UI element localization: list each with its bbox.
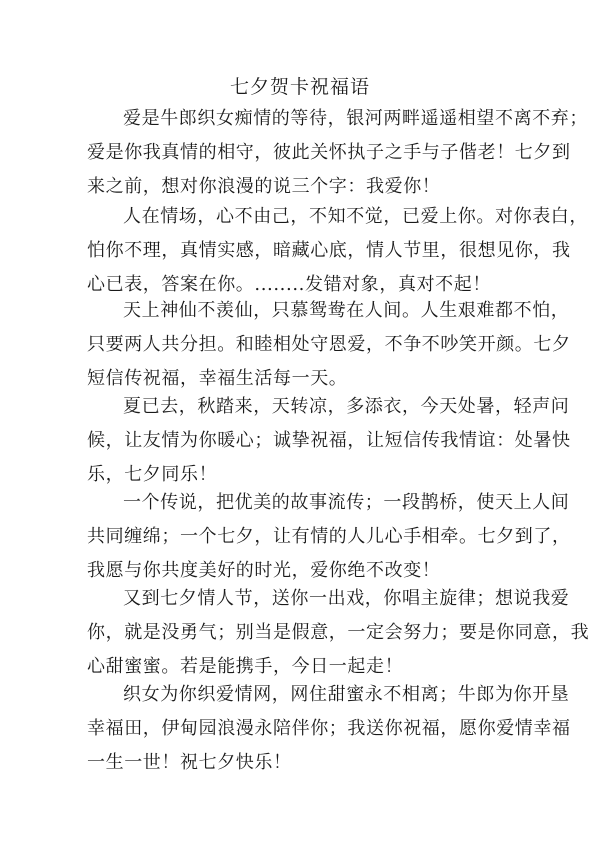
paragraph-line: 幸福田，伊甸园浪漫永陪伴你；我送你祝福，愿你爱情幸福 (87, 718, 571, 739)
paragraph-line: 爱是牛郎织女痴情的等待，银河两畔遥遥相望不离不弃； (123, 108, 588, 129)
paragraph-7 (87, 678, 571, 780)
paragraph-line: 乐，七夕同乐！ (87, 464, 218, 485)
paragraph-line: 共同缠绵；一个七夕，让有情的人儿心手相牵。七夕到了， (87, 526, 571, 547)
paragraph-line: 候，让友情为你暖心；诚挚祝福，让短信传我情谊：处暑快 (87, 430, 571, 451)
paragraph-line: 我愿与你共度美好的时光，爱你绝不改变！ (87, 560, 441, 581)
paragraph-line: 又到七夕情人节，送你一出戏，你唱主旋律；想说我爱 (123, 588, 570, 609)
paragraph-5 (87, 486, 571, 588)
paragraph-line: 爱是你我真情的相守，彼此关怀执子之手与子偕老！七夕到 (87, 142, 571, 163)
document-title: 七夕贺卡祝福语 (229, 76, 370, 98)
paragraph-line: 只要两人共分担。和睦相处守恩爱，不争不吵笑开颜。七夕 (87, 334, 571, 355)
paragraph-line: 来之前，想对你浪漫的说三个字：我爱你！ (87, 176, 441, 197)
paragraph-1 (87, 102, 588, 204)
paragraph-3 (87, 294, 571, 396)
paragraph-line: 夏已去，秋踏来，天转凉，多添衣，今天处暑，轻声问 (123, 396, 570, 417)
paragraph-line: 怕你不理，真情实感，暗藏心底，情人节里，很想见你，我 (87, 240, 571, 261)
paragraph-line: 人在情场，心不由己，不知不觉，已爱上你。对你表白， (123, 206, 588, 227)
paragraph-line: 织女为你织爱情网，网住甜蜜永不相离；牛郎为你开垦 (123, 684, 570, 705)
paragraph-line: 你，就是没勇气；别当是假意，一定会努力；要是你同意，我 (87, 622, 590, 643)
paragraph-line: 一个传说，把优美的故事流传；一段鹊桥，使天上人间 (123, 492, 570, 513)
paragraph-6 (87, 582, 590, 684)
paragraph-2 (87, 200, 588, 302)
paragraph-line: 一生一世！祝七夕快乐！ (87, 752, 292, 773)
paragraph-line: 短信传祝福，幸福生活每一天。 (87, 368, 348, 389)
paragraph-line: 心甜蜜蜜。若是能携手，今日一起走！ (87, 656, 404, 677)
paragraph-line: 天上神仙不羡仙，只慕鸳鸯在人间。人生艰难都不怕， (123, 300, 570, 321)
paragraph-4 (87, 390, 571, 492)
paragraph-line: 心已表，答案在你。........发错对象，真对不起！ (87, 274, 491, 295)
